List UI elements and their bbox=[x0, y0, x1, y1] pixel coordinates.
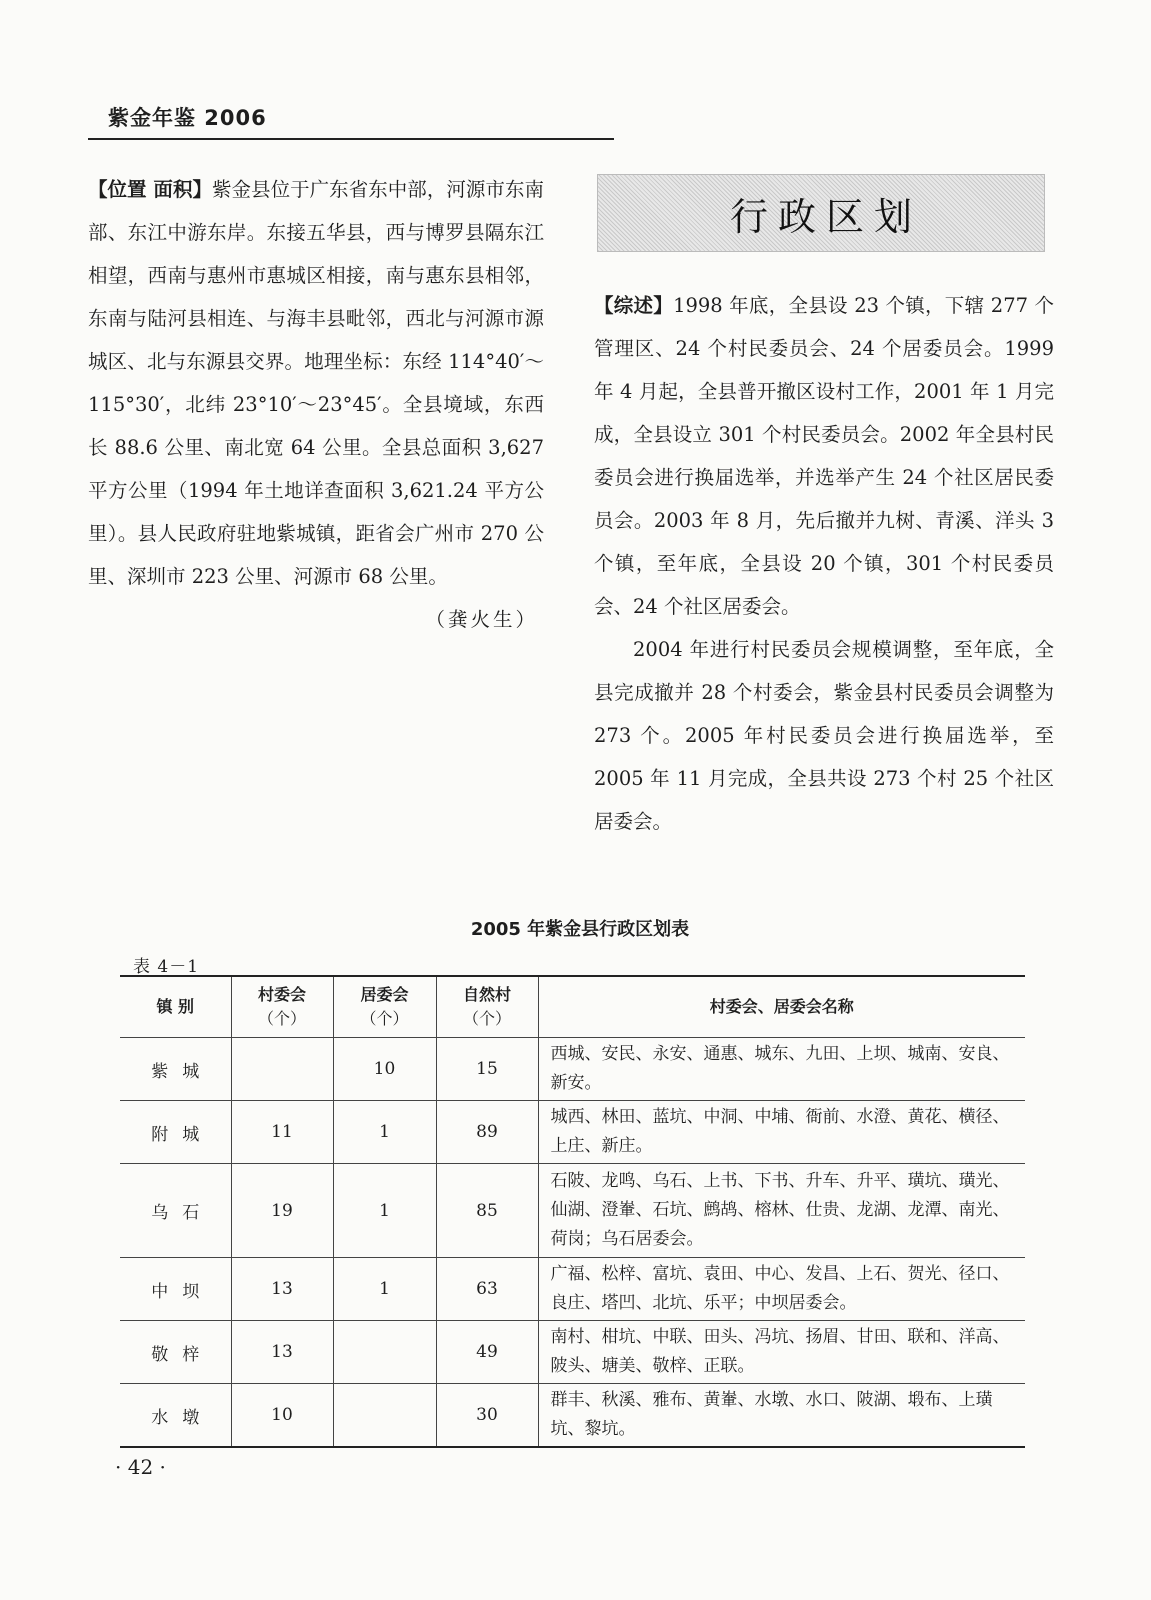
natural-count-cell: 30 bbox=[436, 1384, 538, 1448]
village-count-cell: 11 bbox=[231, 1101, 333, 1164]
natural-count-cell: 85 bbox=[436, 1164, 538, 1258]
town-cell: 水墩 bbox=[120, 1384, 231, 1448]
header-unit: （个） bbox=[462, 1009, 511, 1028]
names-cell: 石陂、龙鸣、乌石、上书、下书、升车、升平、璜坑、璜光、仙湖、澄輋、石坑、鹧鸪、榕林、仕贵、龙湖、龙潭、南光、荷岗；乌石居委会。 bbox=[538, 1164, 1025, 1258]
names-cell: 城西、林田、蓝坑、中洞、中埔、衙前、水澄、黄花、横径、上庄、新庄。 bbox=[538, 1101, 1025, 1164]
town-cell: 附城 bbox=[120, 1101, 231, 1164]
table-header-row bbox=[120, 976, 1025, 1038]
names-cell: 广福、松梓、富坑、袁田、中心、发昌、上石、贺光、径口、良庄、塔凹、北坑、乐平；中坝居委会。 bbox=[538, 1258, 1025, 1321]
section-title-box bbox=[597, 174, 1045, 252]
resident-count-cell: 1 bbox=[333, 1164, 436, 1258]
header-names: 村委会、居委会名称 bbox=[538, 976, 1025, 1038]
resident-count-cell bbox=[333, 1384, 436, 1448]
village-count-cell bbox=[231, 1038, 333, 1101]
header-unit: （个） bbox=[360, 1009, 409, 1028]
header-town: 镇 别 bbox=[120, 976, 231, 1038]
village-count-cell: 19 bbox=[231, 1164, 333, 1258]
town-cell: 紫城 bbox=[120, 1038, 231, 1101]
town-cell: 乌石 bbox=[120, 1164, 231, 1258]
table-title: 2005 年紫金县行政区划表 bbox=[470, 919, 690, 940]
table-row bbox=[120, 1164, 1025, 1258]
location-area-tag: 【位置 面积】 bbox=[88, 178, 212, 201]
header-resident-committee bbox=[333, 976, 436, 1038]
table-row bbox=[120, 1384, 1025, 1448]
header-village-committee bbox=[231, 976, 333, 1038]
village-count-cell: 13 bbox=[231, 1258, 333, 1321]
section-title: 行政区划 bbox=[729, 194, 922, 239]
resident-count-cell bbox=[333, 1321, 436, 1384]
town-cell: 敬梓 bbox=[120, 1321, 231, 1384]
table-number: 表 4－1 bbox=[133, 957, 200, 977]
location-area-text: 紫金县位于广东省东中部，河源市东南部、东江中游东岸。东接五华县，西与博罗县隔东江相望，西南与惠州市惠城区相接，南与惠东县相邻，东南与陆河县相连、与海丰县毗邻，西北与河源市源城区、北与东源县交界。地理坐标：东经 114°40′～115°30′，北纬 23°10′～23°45′。全县境域，东西长 88.6 公里、南北宽 64 公里。全县总面积 3,627 平方公里（1994 年土地详查面积 3,621.24 平方公里）。县人民政府驻地紫城镇，距省会广州市 270 公里、深圳市 223 公里、河源市 68 公里。 bbox=[88, 178, 544, 588]
natural-count-cell: 63 bbox=[436, 1258, 538, 1321]
resident-count-cell: 1 bbox=[333, 1258, 436, 1321]
header-rule bbox=[88, 138, 614, 140]
header-resident-label: 居委会 bbox=[360, 985, 409, 1004]
author-credit: （龚火生） bbox=[425, 608, 538, 631]
names-cell: 群丰、秋溪、雅布、黄輋、水墩、水口、陂湖、塅布、上璜坑、黎坑。 bbox=[538, 1384, 1025, 1448]
location-area-section bbox=[88, 168, 544, 641]
table-row bbox=[120, 1038, 1025, 1101]
header-natural-village bbox=[436, 976, 538, 1038]
overview-section bbox=[594, 284, 1054, 843]
admin-division-table bbox=[120, 975, 1025, 1448]
header-natural-label: 自然村 bbox=[462, 985, 511, 1004]
resident-count-cell: 1 bbox=[333, 1101, 436, 1164]
resident-count-cell: 10 bbox=[333, 1038, 436, 1101]
header-village-label: 村委会 bbox=[257, 985, 306, 1004]
natural-count-cell: 89 bbox=[436, 1101, 538, 1164]
overview-paragraph-2: 2004 年进行村民委员会规模调整，至年底，全县完成撤并 28 个村委会，紫金县村民委员会调整为 273 个。2005 年村民委员会进行换届选举，至 2005 年 11 月完成，全县共设 273 个村 25 个社区居委会。 bbox=[594, 638, 1054, 833]
overview-tag: 【综述】 bbox=[594, 294, 674, 317]
natural-count-cell: 49 bbox=[436, 1321, 538, 1384]
village-count-cell: 10 bbox=[231, 1384, 333, 1448]
running-head: 紫金年鉴 2006 bbox=[108, 106, 267, 130]
town-cell: 中坝 bbox=[120, 1258, 231, 1321]
table-row bbox=[120, 1258, 1025, 1321]
names-cell: 西城、安民、永安、通惠、城东、九田、上坝、城南、安良、新安。 bbox=[538, 1038, 1025, 1101]
names-cell: 南村、柑坑、中联、田头、冯坑、扬眉、甘田、联和、洋高、陂头、塘美、敬梓、正联。 bbox=[538, 1321, 1025, 1384]
table-row bbox=[120, 1321, 1025, 1384]
natural-count-cell: 15 bbox=[436, 1038, 538, 1101]
village-count-cell: 13 bbox=[231, 1321, 333, 1384]
overview-paragraph-1: 1998 年底，全县设 23 个镇，下辖 277 个管理区、24 个村民委员会、24 个居委员会。1999 年 4 月起，全县普开撤区设村工作，2001 年 1 月完成，全县设立 301 个村民委员会。2002 年全县村民委员会进行换届选举，并选举产生 24 个社区居民委员会。2003 年 8 月，先后撤并九树、青溪、洋头 3 个镇，至年底，全县设 20 个镇，301 个村民委员会、24 个社区居委会。 bbox=[594, 294, 1054, 618]
header-unit: （个） bbox=[257, 1009, 306, 1028]
table-row bbox=[120, 1101, 1025, 1164]
page-number: · 42 · bbox=[115, 1455, 166, 1479]
